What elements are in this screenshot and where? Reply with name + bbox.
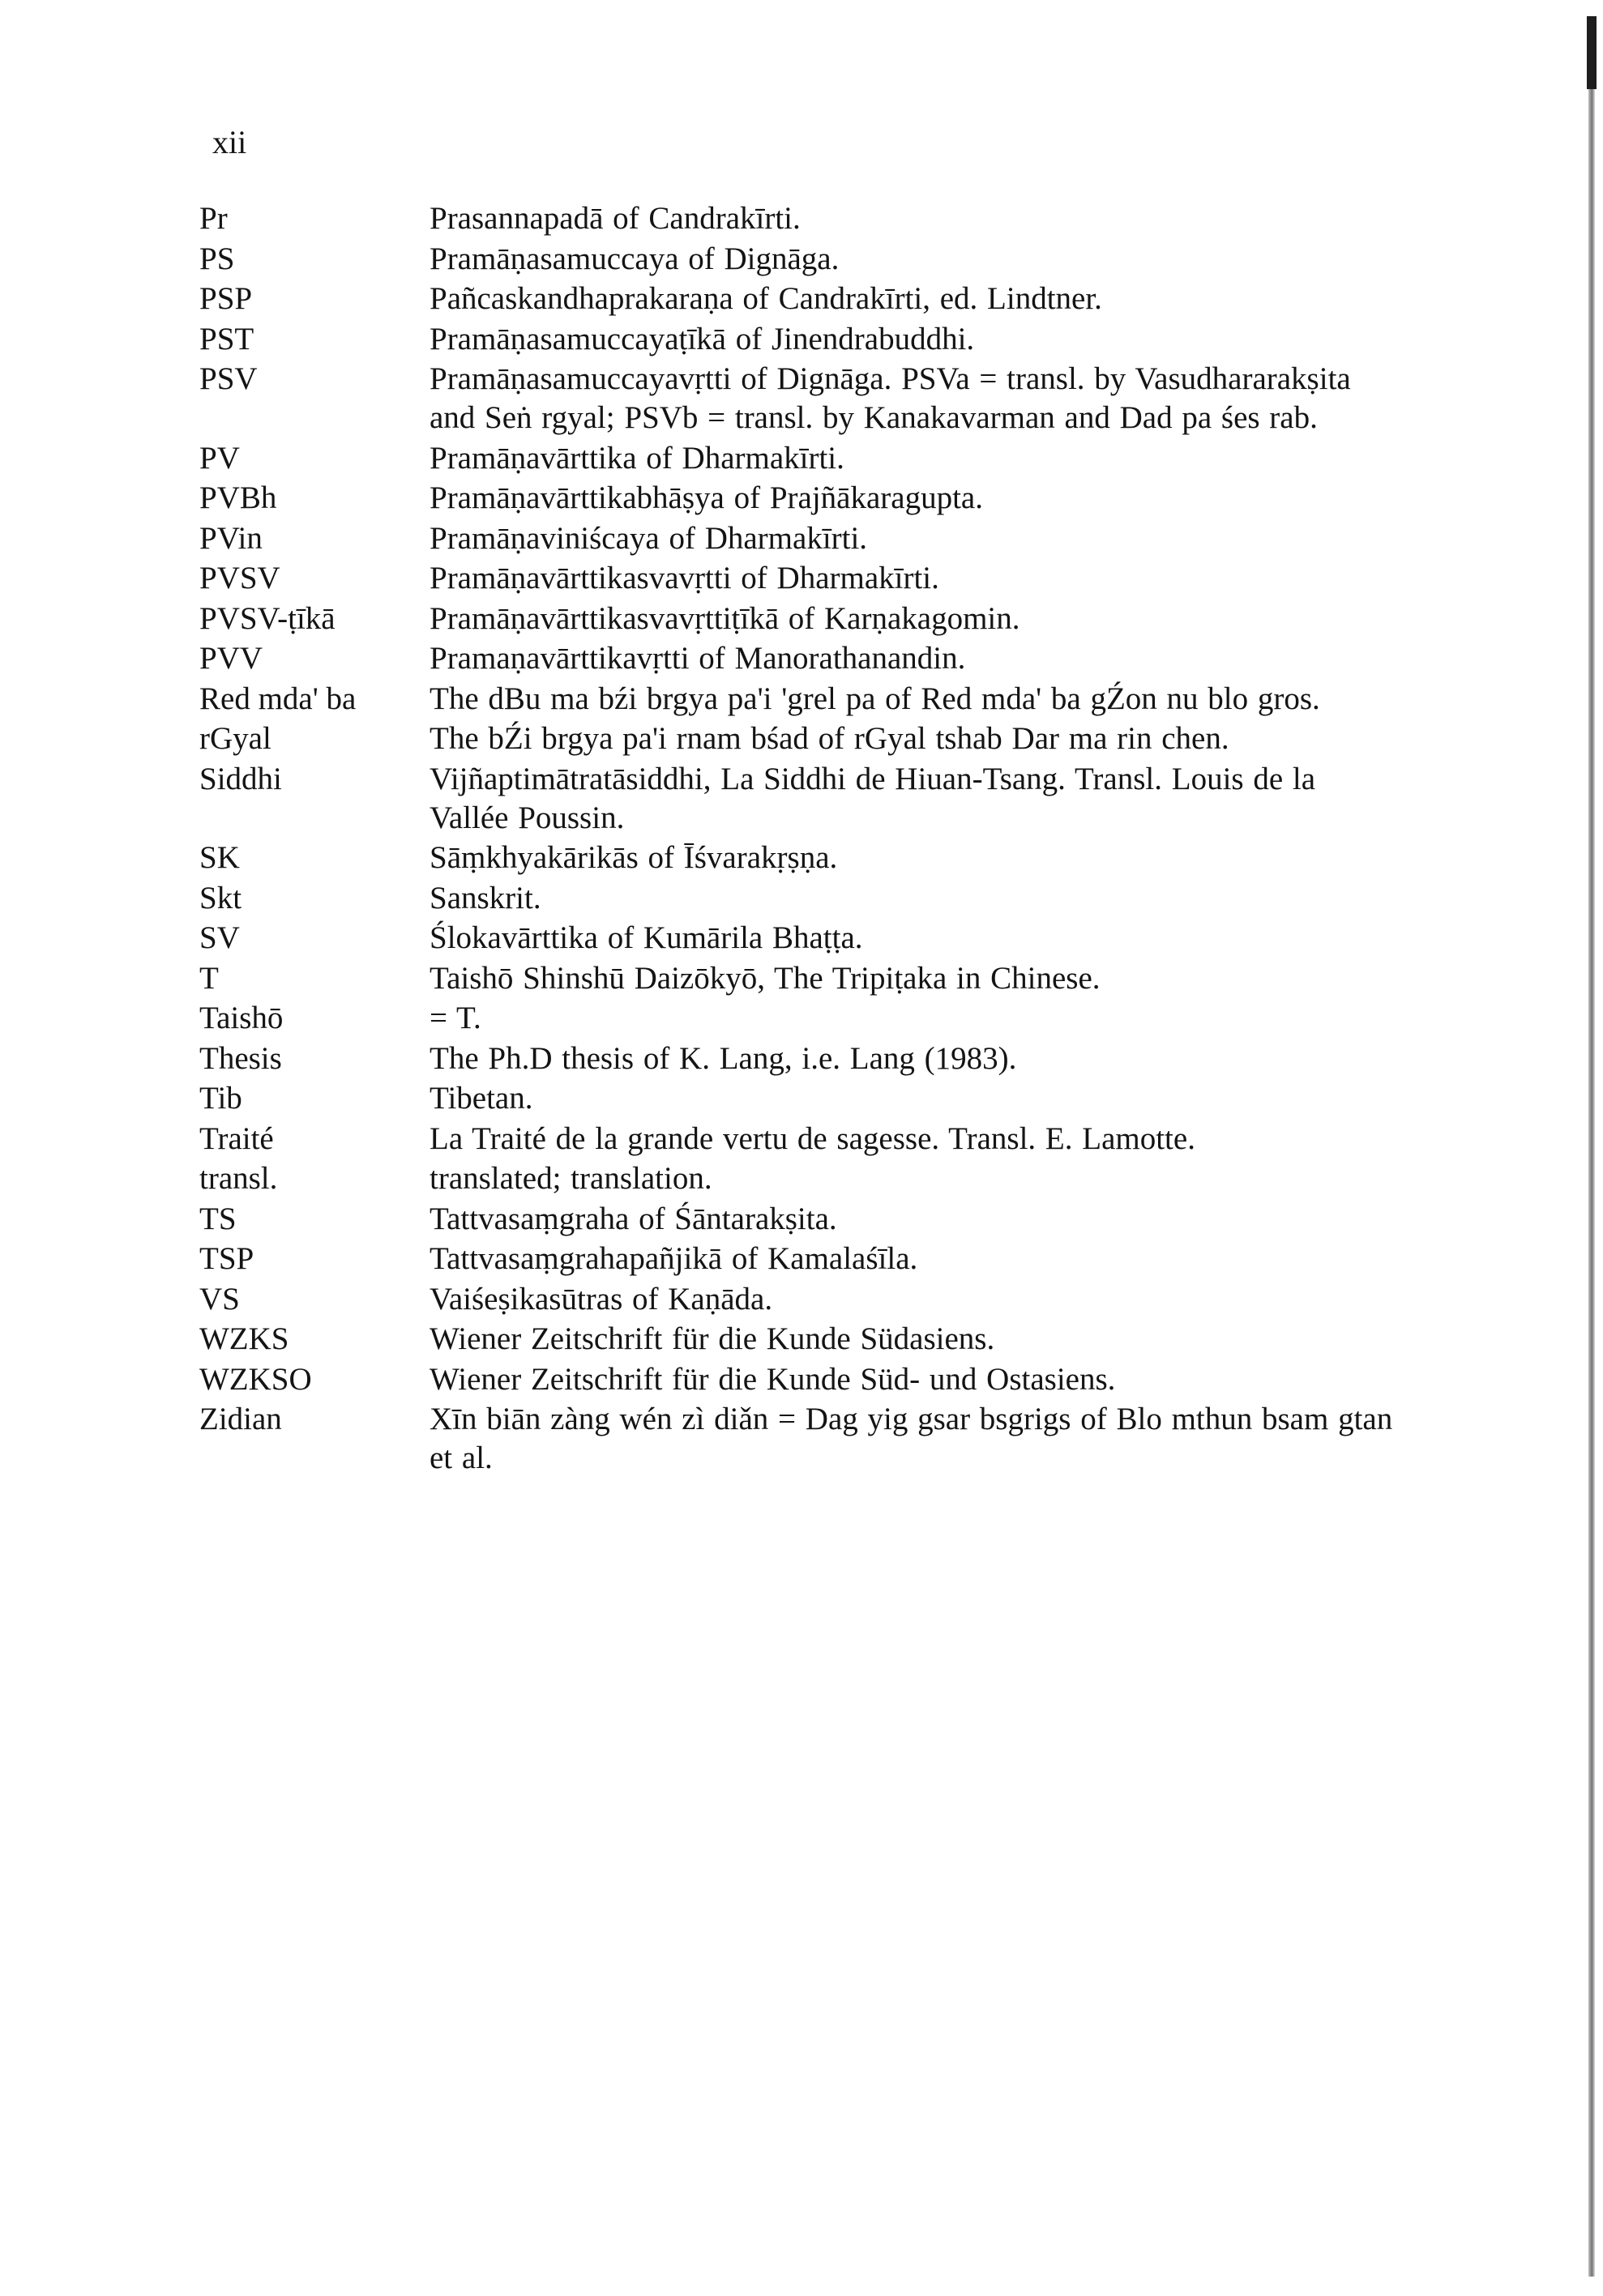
abbreviation-entry [199,1400,1431,1478]
abbreviation-entry [199,879,1431,918]
abbreviation-term: PVSV [199,561,280,595]
abbreviation-definition: Pramāṇasamuccaya of Dignāga. [430,241,840,276]
abbreviation-entry [199,1280,1431,1319]
abbreviation-entry [199,519,1431,558]
abbreviation-definition: The Ph.D thesis of K. Lang, i.e. Lang (1983). [430,1040,1017,1076]
abbreviation-entry [199,1039,1431,1078]
abbreviation-definition: Pramāṇasamuccayavṛtti of Dignāga. PSVa = transl. by Vasudhararakṣita and Seṅ rgyal; PSVb = transl. by Kanakavarman and Dad pa śes rab. [430,361,1351,435]
abbreviation-entry [199,639,1431,678]
abbreviation-term: PVin [199,520,263,556]
abbreviation-term: Traité [199,1120,274,1156]
abbreviation-entry [199,559,1431,598]
abbreviation-definition: Vijñaptimātratāsiddhi, La Siddhi de Hiuan-Tsang. Transl. Louis de la Vallée Poussin. [430,761,1316,835]
abbreviation-term: rGyal [199,721,271,756]
abbreviation-term: T [199,960,219,996]
abbreviation-entry [199,1200,1431,1239]
page-edge-mark [1587,16,1597,89]
abbreviation-entry [199,839,1431,877]
abbreviation-entry [199,1079,1431,1118]
abbreviation-entry [199,999,1431,1038]
abbreviation-term: SK [199,840,240,875]
abbreviation-definition: Pramaṇavārttikavṛtti of Manorathanandin. [430,641,966,676]
abbreviation-entry [199,919,1431,958]
abbreviation-term: Tib [199,1081,242,1116]
abbreviation-entry [199,1240,1431,1278]
abbreviation-term: transl. [199,1161,278,1196]
abbreviation-entry [199,1159,1431,1198]
abbreviation-definition: Wiener Zeitschrift für die Kunde Süd- und Ostasiens. [430,1361,1116,1397]
abbreviation-term: WZKS [199,1321,289,1356]
abbreviation-definition: Pramāṇavārttikasvavṛtti of Dharmakīrti. [430,561,939,595]
abbreviation-entry [199,680,1431,719]
abbreviation-definition: Tattvasaṃgrahapañjikā of Kamalaśīla. [430,1241,918,1276]
abbreviation-entry [199,1320,1431,1359]
abbreviation-definition: Pramāṇaviniścaya of Dharmakīrti. [430,520,868,556]
page-edge-shadow [1588,16,1595,2277]
abbreviation-term: Pr [199,201,228,236]
abbreviation-term: SV [199,920,240,955]
abbreviation-definition: Pañcaskandhaprakaraṇa of Candrakīrti, ed. Lindtner. [430,281,1102,316]
abbreviation-definition: Wiener Zeitschrift für die Kunde Südasiens. [430,1321,995,1356]
abbreviation-definition: Xīn biān zàng wén zì diǎn = Dag yig gsar bsgrigs of Blo mthun bsam gtan et al. [430,1402,1393,1475]
abbreviation-entry [199,199,1431,238]
abbreviation-definition: translated; translation. [430,1161,712,1196]
abbreviation-entry [199,320,1431,359]
abbreviation-term: PST [199,321,254,356]
abbreviation-entry [199,1120,1431,1159]
abbreviation-definition: Vaiśeṣikasūtras of Kaṇāda. [430,1281,773,1317]
abbreviation-term: WZKSO [199,1361,312,1397]
abbreviation-definition: Tattvasaṃgraha of Śāntarakṣita. [430,1201,837,1236]
abbreviation-term: PVBh [199,480,277,515]
abbreviation-term: PV [199,440,240,476]
abbreviation-entry [199,600,1431,638]
abbreviation-term: Zidian [199,1402,282,1436]
abbreviation-definition: Pramāṇasamuccayaṭīkā of Jinendrabuddhi. [430,321,975,356]
abbreviation-term: PVSV-ṭīkā [199,600,336,636]
abbreviation-term: TSP [199,1241,254,1276]
abbreviation-term: Siddhi [199,761,282,796]
abbreviation-term: Skt [199,880,242,915]
abbreviation-definition: Prasannapadā of Candrakīrti. [430,201,801,236]
abbreviation-entry [199,719,1431,758]
abbreviation-entry [199,760,1431,838]
abbreviation-entry [199,959,1431,998]
abbreviation-definition: Sanskrit. [430,880,541,915]
abbreviation-definition: The bŹi brgya pa'i rnam bśad of rGyal tshab Dar ma rin chen. [430,721,1229,756]
abbreviation-definition: Tibetan. [430,1081,533,1116]
abbreviation-term: PS [199,241,235,276]
abbreviation-definition: = T. [430,1001,481,1035]
abbreviation-entry [199,360,1431,437]
abbreviation-definition: Pramāṇavārttikasvavṛttiṭīkā of Karṇakagomin. [430,600,1020,636]
abbreviation-entry [199,479,1431,518]
abbreviation-term: Red mda' ba [199,681,357,716]
abbreviation-entry [199,1360,1431,1399]
abbreviation-definition: Ślokavārttika of Kumārila Bhaṭṭa. [430,920,863,955]
abbreviation-definition: Taishō Shinshū Daizōkyō, The Tripiṭaka in Chinese. [430,960,1101,996]
abbreviation-definition: Pramāṇavārttika of Dharmakīrti. [430,440,844,476]
page-number: xii [212,124,247,160]
abbreviation-definition: La Traité de la grande vertu de sagesse. Transl. E. Lamotte. [430,1120,1195,1156]
abbreviation-term: PSP [199,281,253,316]
abbreviation-definition: Pramāṇavārttikabhāṣya of Prajñākaragupta. [430,480,983,515]
abbreviation-term: TS [199,1201,237,1236]
abbreviation-list [199,199,1431,1479]
abbreviation-entry [199,439,1431,478]
abbreviation-term: PSV [199,361,258,396]
abbreviation-entry [199,280,1431,318]
abbreviation-term: Taishō [199,1001,284,1035]
abbreviation-entry [199,240,1431,279]
abbreviation-definition: The dBu ma bźi brgya pa'i 'grel pa of Red mda' ba gŹon nu blo gros. [430,681,1320,716]
abbreviation-term: VS [199,1281,240,1317]
abbreviation-term: Thesis [199,1040,282,1076]
abbreviation-term: PVV [199,641,263,676]
abbreviation-definition: Sāṃkhyakārikās of Īśvarakṛṣṇa. [430,840,838,875]
